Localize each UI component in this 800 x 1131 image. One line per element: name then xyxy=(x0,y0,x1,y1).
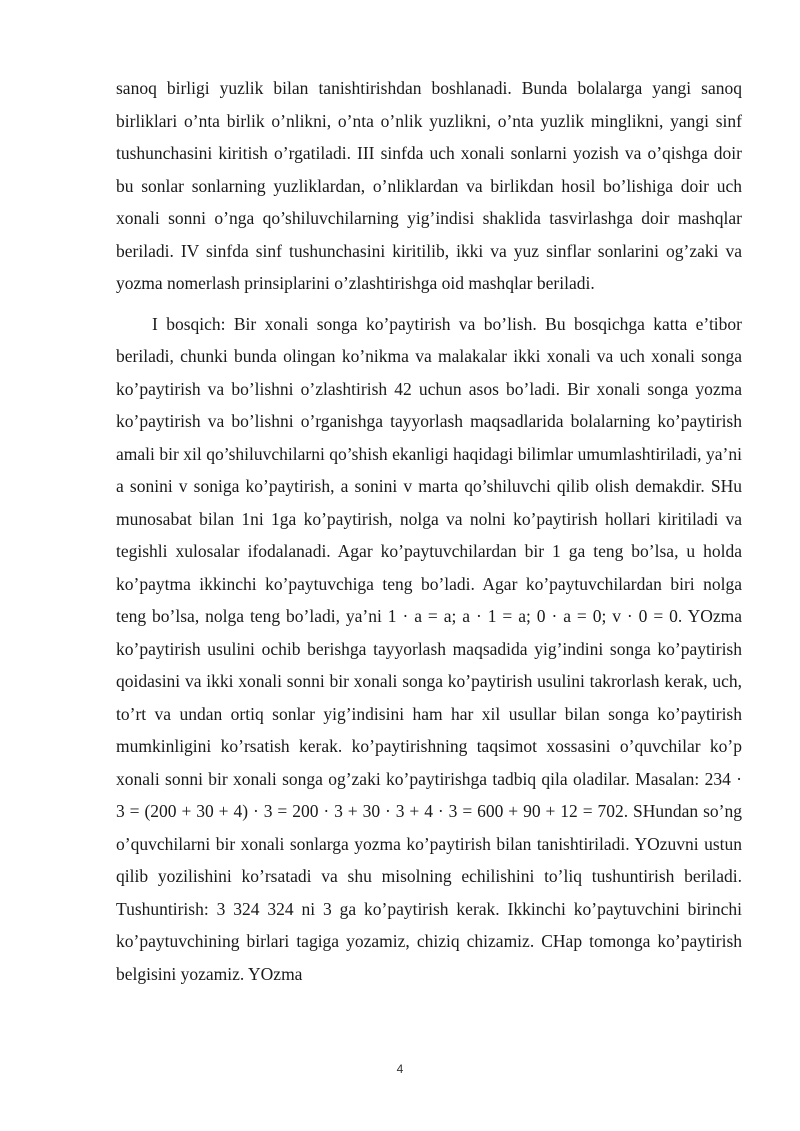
paragraph-1: sanoq birligi yuzlik bilan tanishtirishdan boshlanadi. Bunda bolalarga yangi sanoq birliklari o’nta birlik o’nlikni, o’nta o’nlik yuzlikni, o’nta yuzlik minglikni, yangi sinf tushunchasini kiritish o’rgatiladi. III sinfda uch xonali sonlarni yozish va o’qishga doir bu sonlar sonlarning yuzliklardan, o’nliklardan va birlikdan hosil bo’lishiga doir uch xonali sonni o’nga qo’shiluvchilarning yig’indisi shaklida tasvirlashga doir mashqlar beriladi. IV sinfda sinf tushunchasini kiritilib, ikki va yuz sinflar sonlarini og’zaki va yozma nomerlash prinsiplarini o’zlashtirishga oid mashqlar beriladi. xyxy=(116,78,742,293)
body-text xyxy=(116,72,742,990)
paragraph-2: I bosqich: Bir xonali songa ko’paytirish va bo’lish. Bu bosqichga katta e’tibor beriladi, chunki bunda olingan ko’nikma va malakalar ikki xonali va uch xonali songa ko’paytirish va bo’lishni o’zlashtirish 42 uchun asos bo’ladi. Bir xonali songa yozma ko’paytirish va bo’lishni o’rganishga tayyorlash maqsadlarida bolalarning ko’paytirish amali bir xil qo’shiluvchilarni qo’shish ekanligi haqidagi bilimlar umumlashtiriladi, ya’ni a sonini v soniga ko’paytirish, a sonini v marta qo’shiluvchi qilib olish demakdir. SHu munosabat bilan 1ni 1ga ko’paytirish, nolga va nolni ko’paytirish hollari kiritiladi va tegishli xulosalar ifodalanadi. Agar ko’paytuvchilardan bir 1 ga teng bo’lsa, u holda ko’paytma ikkinchi ko’paytuvchiga teng bo’ladi. Agar ko’paytuvchilardan biri nolga teng bo’lsa, nolga teng bo’ladi, ya’ni 1 · a = a; a · 1 = a; 0 · a = 0; v · 0 = 0. YOzma ko’paytirish usulini ochib berishga tayyorlash maqsadida yig’indini songa ko’paytirish qoidasini va ikki xonali sonni bir xonali songa ko’paytirish usulini takrorlash kerak, uch, to’rt va undan ortiq sonlar yig’indisini ham har xil usullar bilan songa ko’paytirish mumkinligini ko’rsatish kerak. ko’paytirishning taqsimot xossasini o’quvchilar ko’p xonali sonni bir xonali songa og’zaki ko’paytirishga tadbiq qila oladilar. Masalan: 234 · 3 = (200 + 30 + 4) · 3 = 200 · 3 + 30 · 3 + 4 · 3 = 600 + 90 + 12 = 702. SHundan so’ng o’quvchilarni bir xonali sonlarga yozma ko’paytirish bilan tanishtiriladi. YOzuvni ustun qilib yozilishini ko’rsatadi va shu misolning echilishini to’liq tushuntirish beriladi. Tushuntirish: 3 324 324 ni 3 ga ko’paytirish kerak. Ikkinchi ko’paytuvchini birinchi ko’paytuvchining birlari tagiga yozamiz, chiziq chizamiz. CHap tomonga ko’paytirish belgisini yozamiz. YOzma xyxy=(116,313,742,984)
page-number: 4 xyxy=(396,1062,404,1076)
